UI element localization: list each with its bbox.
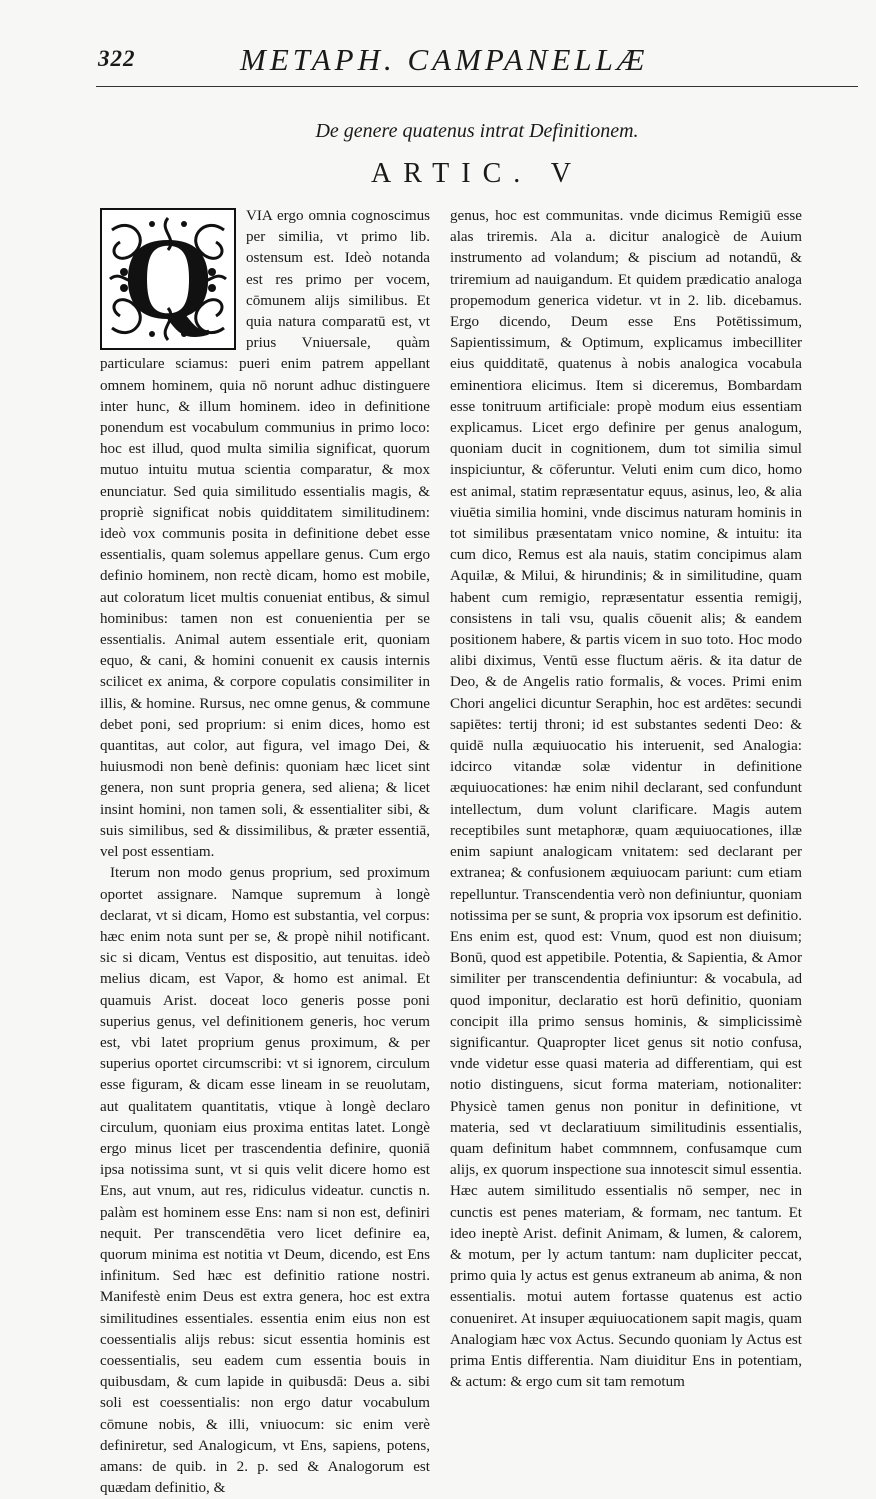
article-title: ARTIC. V — [370, 158, 584, 189]
header-rule — [96, 86, 858, 87]
left-column — [100, 206, 430, 1499]
decorated-initial — [100, 208, 236, 350]
left-paragraph-1: VIA ergo omnia cognoscimus per similia, vt primo lib. ostensum est. Ideò notanda est res primo per vocem, cōmunem alijs similibus. Et quia natura comparatū est, vt prius Vniuersale, quàm particulare sciamus: pueri enim patrem appellant omnem hominem, quia nō norunt adhuc distinguere inter hunc, & illum hominem. ideo in definitione ponendum est vocabulum communius in primo loco: hoc est illud, quod multa similia significat, quorum mutuo intuitu mutua scientia comparatur, & mox enunciatur. Sed quia similitudo essentialis magis, & propriè significat nobis quidditatem similitudinem: ideò vox communis posita in definitione debet esse essentialis, quam solemus appellare genus. Cum ergo definio hominem, non rectè dicam, homo est mobile, aut coloratum licet multis conueniat entibus, & simul hominibus: tamen non est conuenientia per se essentialis. Animal autem essentiale erit, quoniam equo, & cani, & homini conuenit ex causis internis scilicet ex anima, & corpore copulatis consimiliter in illis, & homine. Rursus, nec omne genus, & commune debet poni, sed proprium: si enim dices, homo est quantitas, aut color, aut figura, vel imago Dei, & huiusmodi non benè definis: quoniam hæc licet sint genera, non sunt propria genera, sed aliena; & licet insint homini, non tamen soli, & essentialiter sibi, & suis similibus, sed & dissimilibus, & præter essentiā, vel post essentiam. — [100, 208, 430, 861]
right-paragraph-1: genus, hoc est communitas. vnde dicimus Remigiū esse alas triremis. Ala a. dicitur analogicè de Auium instrumento ad volandum; & piscium ad notandū, & triremium ad nauigandum. Et quidem prædicatio analoga propemodum generica videtur. vt in 2. lib. dicebamus. Ergo dicendo, Deum esse Ens Potētissimum, Sapientissimum, & Optimum, explicamus imbecilliter eius quidditatē, quatenus à nobis analogica vocabula eminentiora elicimus. Item si diceremus, Bombardam esse tonitruum artificiale: propè modum eius essentiam explicamus. Licet ergo definire per genus analogum, quoniam ducit in cognitionem, dum tot similia simul inspiciuntur, & cōferuntur. Veluti enim cum dico, homo est animal, statim repræsentatur equus, asinus, leo, & alia viuētia similia homini, vnde discimus naturam hominis in tot similibus præsentatam vnico nomine, & intuitu: ita cum dico, Remus est ala nauis, statim concipimus alam Aquilæ, & Milui, & hirundinis; & in similitudine, quam habent cum remigio, repræsentatur essentia remigij, consistens in tali vsu, qualis cōuenit alis; & eandem positionem habere, & partis vicem in suo toto. Hoc modo alibi diximus, Ventū esse fluctum aëris. & ita datur de Deo, & de Angelis ratio formalis, & voces. Primi enim Chori angelici dicuntur Seraphin, hoc est ardētes: secundi sapiētes: tertij throni; id est substantes sedenti Deo: & quidē nulla æquiuocatio his interuenit, sed Analogia: idcirco vitandæ solæ videntur in definitione æquiuocationes: hæ enim nihil declarant, sed confundunt intellectum, dum volunt clarificare. Magis autem receptibiles sunt metaphoræ, quam æquiuocationes, illæ enim sapiunt analogicam vnitatem: sed declarant per extranea; & confusionem æquiuocam pariunt: cum etiam repelluntur. Transcendentia verò non definiuntur, quoniam notissima per se sunt, & propria vox ipsorum est definitio. Ens enim est, quod est: Vnum, quod est non diuisum; Bonū, quod est appetibile. Potentia, & Sapientia, & Amor similiter per transcendentia definiuntur: & vocabula, ad quod imponitur, declaratio est horū definitio, quoniam concipit illa primo sensus hominis, & simplicissimè significantur. Quapropter licet genus sit notio confusa, vnde videtur esse quasi materia ad differentiam, qui est notio distinguens, sicut forma materiam, notionaliter: Physicè tamen genus non ponitur in definitione, vt materia, sed vt declaratiuum similitudinis essentialis, quam definitum habet commnnem, confusamque cum alijs, ex quorum inspectione sua innotescit simul essentia. Hæc autem similitudo essentialis nō semper, nec in cunctis est penes materiam, & formam, nec tantum. Et ideo ineptè Arist. definit Animam, & lumen, & calorem, & motum, per ly actum tantum: nam dupliciter peccat, primo quia ly actus est genus extraneum ab anima, & non essentialis. motui autem fortasse quatenus est actio conueniret. At insuper æquiuocationem sapit magis, quam Analogiam hæc vox Actus. Secundo quoniam ly Actus est prima Entis differentia. Nam diuiditur Ens in potentiam, & actum: & ergo cum sit tam remotum — [450, 208, 802, 1391]
left-paragraph-2: Iterum non modo genus proprium, sed proximum oportet assignare. Namque supremum à longè declarat, vt si dicam, Homo est substantia, vel corpus: hæc enim nota sunt per se, & propè nihil notificant. sic si dicam, Ventus est dispositio, aut tenuitas. ideò melius dicam, est Vapor, & homo est animal. Et quamuis Arist. doceat loco generis posse poni superius genus, vel definitionem generis, hoc verum est, vbi latet proprium genus proximum, & per superius oportet circumscribi: vt si ignorem, circulum esse figuram, & dicam esse lineam in se reuolutam, aut qualitatem quantitatis, vtique à longè declaro circulum, quoniam eius proxima entitas latet. Longè ergo minus licet per trascendentia definire, quoniā ipsa notissima sunt, vt si quis velit dicere homo est Ens, aut vnum, aut res, ridiculus videatur. cunctis n. palàm est hominem esse Ens: nam si non est, definiri nequit. Per transcendētia vero licet definire ea, quorum minima est notitia vt Deum, dicendo, est Ens infinitum. Sed hæc est definitio ratione nostri. Manifestè enim Deus est extra genera, hoc est extra similitudines essentiales. essentia enim eius non est coessentialis alijs rebus: sicut essentia hominis est coessentialis, seu eadem cum essentia bouis in quibusdam, & cum lapide in quibusdā: Deus a. sibi soli est coessentialis: non ergo datur vocabulum cōmune nobis, & illi, vniuocum: sic enim verè definiretur, sed Analogicum, vt Ens, sapiens, potens, amans: de quib. in 2. p. sed & Analogorum est quædam definitio, & — [100, 865, 430, 1497]
section-title: De genere quatenus intrat Definitionem. — [315, 120, 639, 142]
running-title: METAPH. CAMPANELLÆ — [240, 42, 649, 77]
right-column — [450, 206, 802, 1393]
drop-cap-letter: Q — [122, 213, 214, 344]
page-number: 322 — [98, 46, 136, 71]
